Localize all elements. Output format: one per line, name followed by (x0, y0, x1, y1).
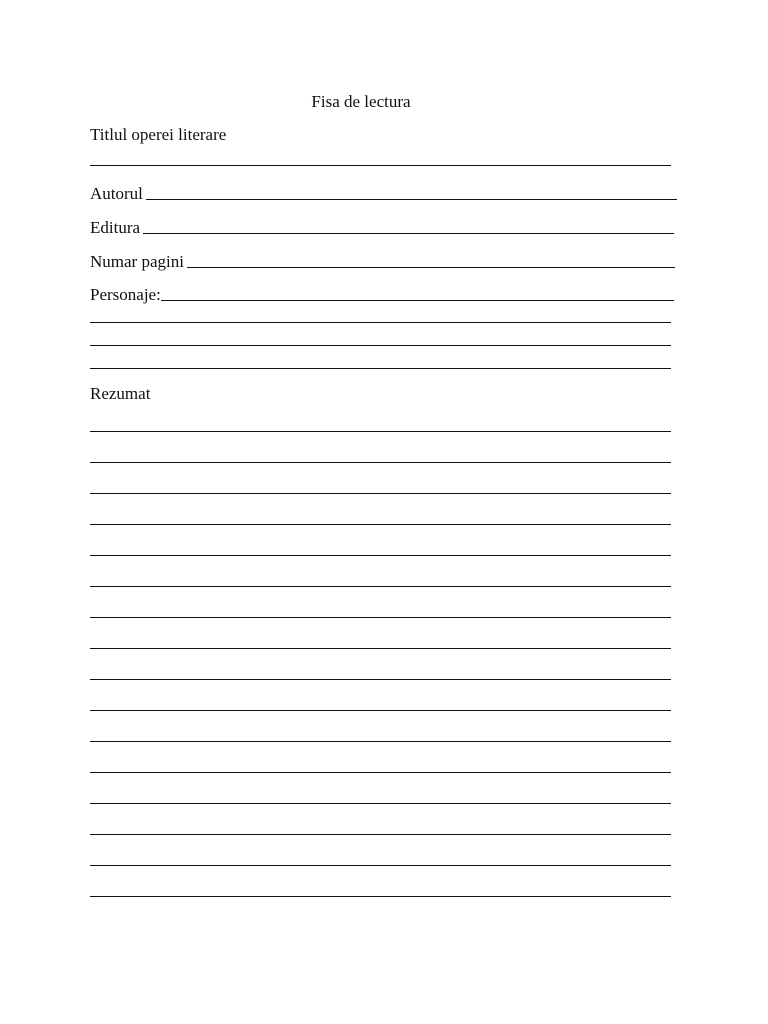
summary-line[interactable] (90, 524, 671, 525)
summary-label: Rezumat (90, 384, 151, 403)
summary-line[interactable] (90, 803, 671, 804)
author-field[interactable] (90, 182, 677, 204)
summary-line[interactable] (90, 493, 671, 494)
page-count-field[interactable] (90, 250, 675, 272)
summary-line[interactable] (90, 617, 671, 618)
work-title-label: Titlul operei literare (90, 125, 227, 144)
publisher-field[interactable] (90, 216, 674, 238)
author-line[interactable] (146, 199, 677, 200)
work-title-line[interactable] (90, 165, 671, 166)
summary-line[interactable] (90, 772, 671, 773)
summary-line[interactable] (90, 462, 671, 463)
characters-line[interactable] (161, 300, 674, 301)
summary-line[interactable] (90, 679, 671, 680)
characters-line-4[interactable] (90, 368, 671, 369)
summary-line[interactable] (90, 555, 671, 556)
publisher-label: Editura (90, 218, 141, 237)
page-count-label: Numar pagini (90, 252, 184, 271)
summary-line[interactable] (90, 865, 671, 866)
summary-line[interactable] (90, 710, 671, 711)
characters-label: Personaje: (90, 285, 161, 304)
characters-field[interactable] (90, 283, 674, 305)
summary-line[interactable] (90, 648, 671, 649)
page-count-line[interactable] (187, 267, 675, 268)
summary-line[interactable] (90, 896, 671, 897)
publisher-line[interactable] (143, 233, 674, 234)
author-label: Autorul (90, 184, 143, 203)
summary-line[interactable] (90, 586, 671, 587)
characters-line-2[interactable] (90, 322, 671, 323)
summary-line[interactable] (90, 431, 671, 432)
document-title: Fisa de lectura (311, 92, 411, 111)
summary-line[interactable] (90, 834, 671, 835)
summary-line[interactable] (90, 741, 671, 742)
characters-line-3[interactable] (90, 345, 671, 346)
